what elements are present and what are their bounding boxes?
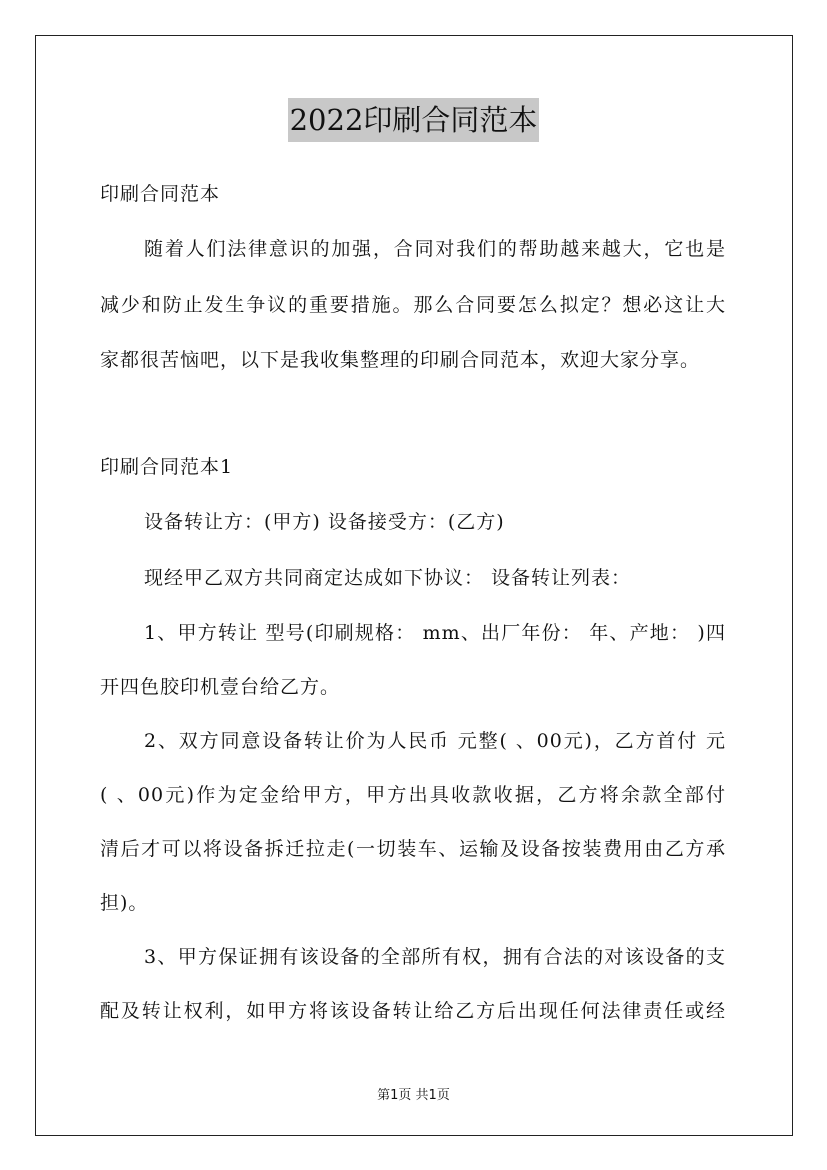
parties-line: 设备转让方：(甲方) 设备接受方：(乙方)	[144, 511, 505, 533]
section-heading: 印刷合同范本	[100, 183, 221, 205]
document-title: 2022印刷合同范本	[288, 98, 540, 142]
clause2-line-1: 2、双方同意设备转让价为人民币 元整( 、00元)，乙方首付 元	[144, 730, 726, 752]
clause3-line-2: 配及转让权利，如甲方将该设备转让给乙方后出现任何法律责任或经	[100, 1000, 726, 1022]
clause1-line-1: 1、甲方转让 型号(印刷规格： mm、出厂年份： 年、产地： )四	[144, 622, 726, 644]
clause2-line-2: ( 、00元)作为定金给甲方，甲方出具收款收据，乙方将余款全部付	[100, 784, 726, 806]
intro-line-3: 家都很苦恼吧，以下是我收集整理的印刷合同范本，欢迎大家分享。	[100, 349, 701, 371]
clause3-line-1: 3、甲方保证拥有该设备的全部所有权，拥有合法的对该设备的支	[144, 946, 726, 968]
agreement-line: 现经甲乙双方共同商定达成如下协议： 设备转让列表：	[144, 567, 632, 589]
title-container	[0, 98, 827, 142]
intro-line-1: 随着人们法律意识的加强，合同对我们的帮助越来越大，它也是	[144, 238, 726, 260]
clause2-line-4: 担)。	[100, 892, 149, 914]
section-heading-2: 印刷合同范本1	[100, 456, 234, 478]
intro-line-2: 减少和防止发生争议的重要措施。那么合同要怎么拟定？想必这让大	[100, 294, 726, 316]
clause2-line-3: 清后才可以将设备拆迁拉走(一切装车、运输及设备按装费用由乙方承	[100, 838, 726, 860]
clause1-line-2: 开四色胶印机壹台给乙方。	[100, 676, 341, 698]
page-footer: 第1页 共1页	[377, 1088, 450, 1103]
